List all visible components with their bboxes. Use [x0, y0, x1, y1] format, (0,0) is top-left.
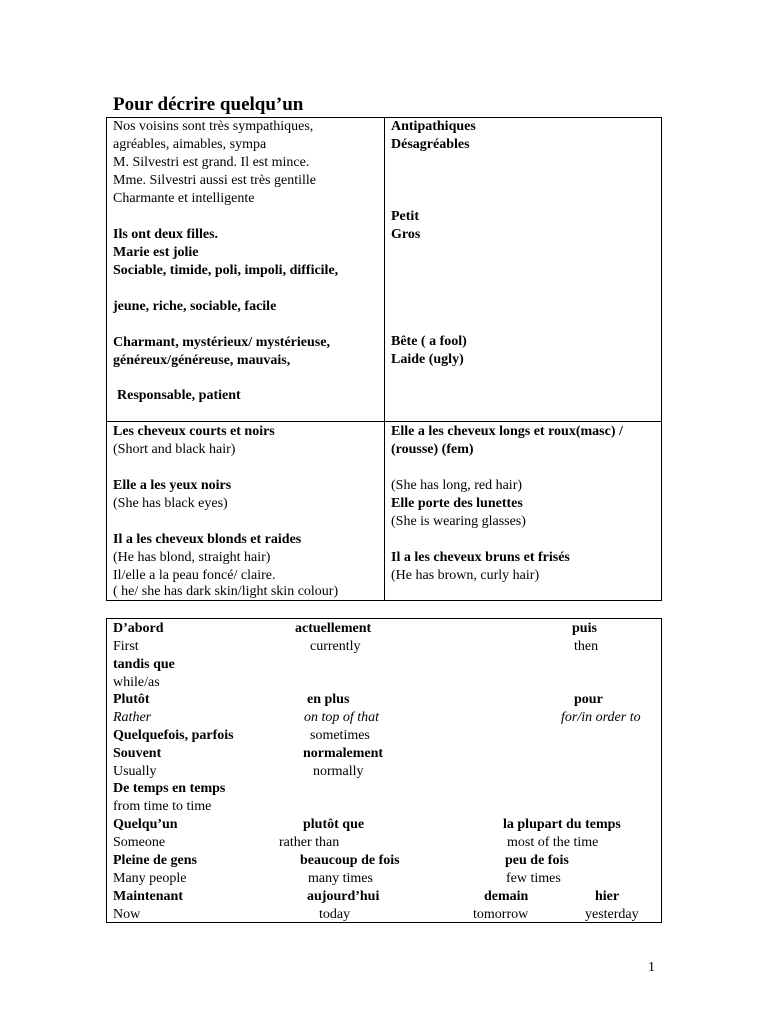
translation: then	[574, 639, 599, 654]
text-line: Les cheveux courts et noirs	[113, 424, 275, 439]
text-line: Mme. Silvestri aussi est très gentille	[113, 173, 316, 188]
translation: sometimes	[310, 728, 370, 743]
text-line: (rousse) (fem)	[391, 442, 474, 457]
translation: Someone	[113, 835, 166, 850]
text-line: Il a les cheveux bruns et frisés	[391, 550, 570, 565]
text-line: ( he/ she has dark skin/light skin colour)	[113, 584, 339, 599]
text-line: (Short and black hair)	[113, 442, 236, 457]
text-line: (He has blond, straight hair)	[113, 550, 271, 565]
term: normalement	[303, 746, 384, 761]
text-line: (She has black eyes)	[113, 496, 228, 511]
term: plutôt que	[303, 817, 365, 832]
text-line: (She is wearing glasses)	[391, 514, 526, 529]
text-line: Désagréables	[391, 137, 470, 152]
text-line: Petit	[391, 209, 419, 224]
term: Maintenant	[113, 889, 183, 904]
page-title: Pour décrire quelqu’un	[113, 94, 304, 115]
translation: Usually	[113, 764, 157, 779]
text-line: M. Silvestri est grand. Il est mince.	[113, 155, 310, 170]
text-line: Nos voisins sont très sympathiques,	[113, 119, 314, 134]
term: hier	[595, 889, 620, 904]
text-line: Charmante et intelligente	[113, 191, 255, 206]
translation: rather than	[279, 835, 340, 850]
term: Quelqu’un	[113, 817, 178, 832]
translation: from time to time	[113, 799, 212, 814]
term: Pleine de gens	[113, 853, 197, 868]
text-line: généreux/généreuse, mauvais,	[113, 353, 291, 368]
term: peu de fois	[505, 853, 569, 868]
term: actuellement	[295, 621, 372, 636]
text-line: Elle a les yeux noirs	[113, 478, 232, 493]
text-line: agréables, aimables, sympa	[113, 137, 267, 152]
translation: First	[113, 639, 139, 654]
translation: many times	[308, 871, 373, 886]
text-line: Il a les cheveux blonds et raides	[113, 532, 302, 547]
text-line: Marie est jolie	[113, 245, 199, 260]
term: tandis que	[113, 657, 175, 672]
column-divider	[384, 118, 385, 600]
term: la plupart du temps	[503, 817, 621, 832]
term: en plus	[307, 692, 350, 707]
term: demain	[484, 889, 529, 904]
term: aujourd’hui	[307, 889, 380, 904]
translation: Many people	[113, 871, 187, 886]
translation: Now	[113, 907, 141, 922]
translation: most of the time	[507, 835, 599, 850]
translation: tomorrow	[473, 907, 529, 922]
translation: normally	[313, 764, 364, 779]
text-line: Responsable, patient	[117, 388, 241, 403]
term: D’abord	[113, 621, 164, 636]
term: De temps en temps	[113, 781, 226, 796]
term: Quelquefois, parfois	[113, 728, 234, 743]
text-line: jeune, riche, sociable, facile	[113, 299, 277, 314]
text-line: Elle porte des lunettes	[391, 496, 523, 511]
connector-words-table	[106, 618, 662, 923]
text-line: Charmant, mystérieux/ mystérieuse,	[113, 335, 330, 350]
translation: currently	[310, 639, 361, 654]
text-line: (He has brown, curly hair)	[391, 568, 540, 583]
text-line: Gros	[391, 227, 421, 242]
text-line: Laide (ugly)	[391, 352, 464, 367]
row-divider	[107, 421, 661, 422]
translation: Rather	[113, 710, 152, 725]
text-line: (She has long, red hair)	[391, 478, 523, 493]
term: Souvent	[113, 746, 162, 761]
page-number: 1	[648, 960, 655, 975]
term: puis	[572, 621, 597, 636]
translation: on top of that	[304, 710, 380, 725]
text-line: Elle a les cheveux longs et roux(masc) /	[391, 424, 623, 439]
text-line: Bête ( a fool)	[391, 334, 467, 349]
description-table	[106, 117, 662, 601]
translation: for/in order to	[561, 710, 641, 725]
text-line: Antipathiques	[391, 119, 476, 134]
text-line: Ils ont deux filles.	[113, 227, 219, 242]
text-line: Il/elle a la peau foncé/ claire.	[113, 568, 276, 583]
term: beaucoup de fois	[300, 853, 400, 868]
term: pour	[574, 692, 603, 707]
translation: today	[319, 907, 351, 922]
translation: while/as	[113, 675, 160, 690]
translation: few times	[506, 871, 561, 886]
translation: yesterday	[585, 907, 639, 922]
text-line: Sociable, timide, poli, impoli, difficile,	[113, 263, 339, 278]
term: Plutôt	[113, 692, 150, 707]
